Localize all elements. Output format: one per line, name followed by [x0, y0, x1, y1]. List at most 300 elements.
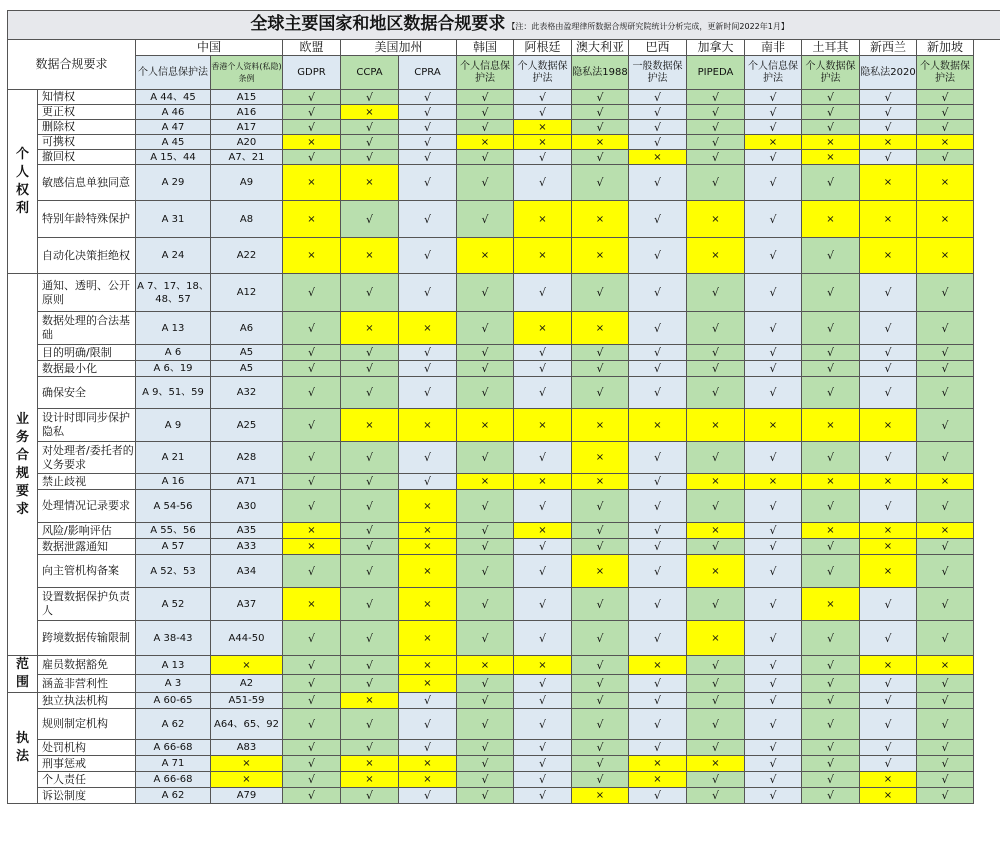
status-yes: √ — [629, 201, 687, 238]
status-yes: √ — [802, 555, 860, 588]
status-no: × — [572, 312, 629, 345]
country-header: 欧盟 — [283, 40, 341, 56]
eu-gdpr-article: A6 — [211, 312, 283, 345]
requirement-label: 处罚机构 — [38, 740, 136, 756]
status-no: × — [687, 621, 745, 656]
category-label — [8, 693, 38, 804]
china-pipl-article: A 24 — [136, 238, 211, 274]
country-header: 土耳其 — [802, 40, 860, 56]
requirement-label: 目的明确/限制 — [38, 345, 136, 361]
table-row — [8, 675, 1000, 693]
status-yes: √ — [457, 621, 514, 656]
china-pipl-article: A 6、19 — [136, 361, 211, 377]
eu-gdpr-article: A25 — [211, 409, 283, 442]
status-yes: √ — [917, 312, 974, 345]
status-yes: √ — [687, 656, 745, 675]
status-yes: √ — [629, 539, 687, 555]
status-yes: √ — [572, 756, 629, 772]
status-yes: √ — [341, 621, 399, 656]
status-no: × — [283, 238, 341, 274]
status-yes: √ — [283, 709, 341, 740]
status-no: × — [572, 788, 629, 804]
requirement-label: 撤回权 — [38, 150, 136, 165]
status-no: × — [457, 474, 514, 490]
requirement-label: 向主管机构备案 — [38, 555, 136, 588]
status-yes: √ — [917, 120, 974, 135]
requirement-label: 对处理者/委托者的义务要求 — [38, 442, 136, 474]
status-yes: √ — [283, 555, 341, 588]
status-yes: √ — [457, 150, 514, 165]
status-yes: √ — [629, 274, 687, 312]
law-header: 隐私法2020 — [860, 56, 917, 90]
status-no: × — [514, 238, 572, 274]
status-yes: √ — [745, 120, 802, 135]
eu-gdpr-article: × — [211, 772, 283, 788]
status-no: × — [917, 165, 974, 201]
status-no: × — [629, 409, 687, 442]
china-pipl-article: A 47 — [136, 120, 211, 135]
status-no: × — [629, 150, 687, 165]
status-yes: √ — [341, 656, 399, 675]
requirement-label: 数据最小化 — [38, 361, 136, 377]
country-header: 阿根廷 — [514, 40, 572, 56]
status-yes: √ — [687, 588, 745, 621]
table-row — [8, 150, 1000, 165]
status-yes: √ — [917, 555, 974, 588]
status-yes: √ — [514, 756, 572, 772]
status-yes: √ — [687, 675, 745, 693]
status-yes: √ — [629, 675, 687, 693]
status-yes: √ — [802, 90, 860, 105]
status-yes: √ — [687, 740, 745, 756]
status-yes: √ — [860, 377, 917, 409]
status-no: × — [514, 201, 572, 238]
status-yes: √ — [514, 709, 572, 740]
status-yes: √ — [399, 150, 457, 165]
status-yes: √ — [629, 693, 687, 709]
status-yes: √ — [802, 105, 860, 120]
status-no: × — [629, 656, 687, 675]
china-pipl-article: A 62 — [136, 788, 211, 804]
china-pipl-article: A 31 — [136, 201, 211, 238]
status-yes: √ — [283, 740, 341, 756]
status-no: × — [860, 201, 917, 238]
status-yes: √ — [341, 361, 399, 377]
status-yes: √ — [572, 377, 629, 409]
status-yes: √ — [629, 345, 687, 361]
status-yes: √ — [745, 693, 802, 709]
eu-gdpr-article: A9 — [211, 165, 283, 201]
status-yes: √ — [802, 345, 860, 361]
status-no: × — [687, 756, 745, 772]
status-yes: √ — [572, 588, 629, 621]
status-yes: √ — [745, 756, 802, 772]
status-no: × — [341, 312, 399, 345]
law-header: GDPR — [283, 56, 341, 90]
status-yes: √ — [687, 150, 745, 165]
status-no: × — [802, 588, 860, 621]
status-yes: √ — [572, 150, 629, 165]
table-row — [8, 274, 1000, 312]
status-no: × — [917, 474, 974, 490]
status-no: × — [283, 135, 341, 150]
table-row — [8, 656, 1000, 675]
status-no: × — [687, 201, 745, 238]
status-no: × — [860, 539, 917, 555]
status-no: × — [572, 555, 629, 588]
status-yes: √ — [341, 539, 399, 555]
country-header: 韩国 — [457, 40, 514, 56]
table-row — [8, 120, 1000, 135]
status-yes: √ — [341, 490, 399, 523]
china-pipl-article: A 71 — [136, 756, 211, 772]
status-yes: √ — [687, 361, 745, 377]
eu-gdpr-article: A17 — [211, 120, 283, 135]
status-yes: √ — [341, 555, 399, 588]
status-yes: √ — [917, 709, 974, 740]
china-pipl-article: A 7、17、18、48、57 — [136, 274, 211, 312]
status-yes: √ — [745, 788, 802, 804]
status-yes: √ — [457, 709, 514, 740]
status-yes: √ — [572, 523, 629, 539]
status-yes: √ — [283, 772, 341, 788]
china-pipl-article: A 38-43 — [136, 621, 211, 656]
status-no: × — [860, 135, 917, 150]
status-yes: √ — [457, 201, 514, 238]
status-yes: √ — [457, 588, 514, 621]
status-yes: √ — [917, 377, 974, 409]
status-yes: √ — [341, 120, 399, 135]
status-no: × — [802, 201, 860, 238]
china-pipl-article: A 52 — [136, 588, 211, 621]
status-yes: √ — [802, 772, 860, 788]
status-no: × — [399, 756, 457, 772]
law-header: 个人信息保护法 — [745, 56, 802, 90]
status-no: × — [745, 135, 802, 150]
category-label-text: 执法 — [15, 731, 29, 764]
status-yes: √ — [860, 756, 917, 772]
status-yes: √ — [399, 345, 457, 361]
table-row — [8, 490, 1000, 523]
status-yes: √ — [745, 490, 802, 523]
status-yes: √ — [283, 377, 341, 409]
china-pipl-article: A 13 — [136, 656, 211, 675]
status-no: × — [457, 656, 514, 675]
status-no: × — [399, 490, 457, 523]
status-yes: √ — [687, 105, 745, 120]
status-yes: √ — [687, 772, 745, 788]
requirement-label: 可携权 — [38, 135, 136, 150]
status-yes: √ — [341, 274, 399, 312]
china-pipl-article: A 3 — [136, 675, 211, 693]
law-header-row — [8, 56, 1000, 90]
status-no: × — [399, 621, 457, 656]
status-no: × — [341, 409, 399, 442]
requirement-label: 跨境数据传输限制 — [38, 621, 136, 656]
status-yes: √ — [860, 274, 917, 312]
status-yes: √ — [399, 201, 457, 238]
status-yes: √ — [745, 539, 802, 555]
status-yes: √ — [514, 621, 572, 656]
status-yes: √ — [860, 312, 917, 345]
status-yes: √ — [802, 120, 860, 135]
status-yes: √ — [457, 675, 514, 693]
status-yes: √ — [860, 442, 917, 474]
status-yes: √ — [457, 539, 514, 555]
table-row — [8, 238, 1000, 274]
status-yes: √ — [860, 120, 917, 135]
status-no: × — [629, 756, 687, 772]
eu-gdpr-article: A30 — [211, 490, 283, 523]
china-pipl-article: A 54-56 — [136, 490, 211, 523]
table-row — [8, 709, 1000, 740]
status-yes: √ — [341, 201, 399, 238]
status-no: × — [399, 772, 457, 788]
status-yes: √ — [687, 788, 745, 804]
eu-gdpr-article: A37 — [211, 588, 283, 621]
china-pipl-article: A 9、51、59 — [136, 377, 211, 409]
status-yes: √ — [802, 377, 860, 409]
status-no: × — [399, 523, 457, 539]
status-yes: √ — [860, 490, 917, 523]
status-yes: √ — [629, 490, 687, 523]
status-yes: √ — [341, 788, 399, 804]
status-yes: √ — [917, 361, 974, 377]
status-no: × — [745, 474, 802, 490]
status-yes: √ — [917, 105, 974, 120]
china-pipl-article: A 13 — [136, 312, 211, 345]
table-row — [8, 409, 1000, 442]
status-no: × — [399, 312, 457, 345]
table-title-note: 【注：此表格由盈理律所数据合规研究院统计分析完成，更新时间2022年1月】 — [507, 21, 789, 31]
status-no: × — [860, 474, 917, 490]
status-yes: √ — [745, 238, 802, 274]
status-yes: √ — [917, 621, 974, 656]
requirement-label: 雇员数据豁免 — [38, 656, 136, 675]
status-yes: √ — [860, 588, 917, 621]
status-yes: √ — [341, 474, 399, 490]
status-yes: √ — [745, 165, 802, 201]
eu-gdpr-article: A12 — [211, 274, 283, 312]
status-no: × — [341, 693, 399, 709]
status-yes: √ — [283, 274, 341, 312]
eu-gdpr-article: A51-59 — [211, 693, 283, 709]
china-pipl-article: A 45 — [136, 135, 211, 150]
china-pipl-article: A 6 — [136, 345, 211, 361]
status-yes: √ — [917, 274, 974, 312]
table-row — [8, 693, 1000, 709]
status-no: × — [514, 135, 572, 150]
china-pipl-article: A 62 — [136, 709, 211, 740]
status-yes: √ — [687, 120, 745, 135]
eu-gdpr-article: A7、21 — [211, 150, 283, 165]
status-yes: √ — [399, 274, 457, 312]
status-yes: √ — [917, 490, 974, 523]
status-yes: √ — [514, 693, 572, 709]
compliance-table-wrapper — [7, 10, 993, 839]
status-no: × — [917, 656, 974, 675]
status-yes: √ — [457, 345, 514, 361]
status-yes: √ — [572, 675, 629, 693]
status-yes: √ — [341, 345, 399, 361]
status-yes: √ — [802, 238, 860, 274]
eu-gdpr-article: A5 — [211, 361, 283, 377]
requirement-label: 处理情况记录要求 — [38, 490, 136, 523]
requirement-label: 风险/影响评估 — [38, 523, 136, 539]
status-yes: √ — [341, 442, 399, 474]
category-label-text: 范围 — [15, 657, 29, 690]
table-row — [8, 772, 1000, 788]
title-row — [8, 11, 1000, 40]
status-yes: √ — [917, 756, 974, 772]
status-yes: √ — [399, 90, 457, 105]
status-yes: √ — [802, 788, 860, 804]
status-yes: √ — [283, 656, 341, 675]
status-yes: √ — [745, 345, 802, 361]
status-yes: √ — [457, 693, 514, 709]
status-yes: √ — [457, 377, 514, 409]
status-yes: √ — [283, 312, 341, 345]
china-pipl-article: A 66-68 — [136, 772, 211, 788]
table-row — [8, 740, 1000, 756]
country-header: 美国加州 — [341, 40, 457, 56]
status-yes: √ — [572, 740, 629, 756]
status-no: × — [399, 409, 457, 442]
status-yes: √ — [399, 377, 457, 409]
requirement-label: 更正权 — [38, 105, 136, 120]
status-yes: √ — [399, 474, 457, 490]
status-yes: √ — [283, 361, 341, 377]
status-yes: √ — [860, 621, 917, 656]
status-yes: √ — [629, 788, 687, 804]
status-no: × — [860, 238, 917, 274]
requirement-label: 通知、透明、公开原则 — [38, 274, 136, 312]
requirement-label: 规则制定机构 — [38, 709, 136, 740]
country-header: 新加坡 — [917, 40, 974, 56]
requirement-label: 设计时即同步保护隐私 — [38, 409, 136, 442]
status-yes: √ — [629, 120, 687, 135]
eu-gdpr-article: × — [211, 756, 283, 772]
status-no: × — [514, 474, 572, 490]
status-yes: √ — [399, 442, 457, 474]
status-yes: √ — [917, 345, 974, 361]
table-row — [8, 377, 1000, 409]
china-pipl-article: A 52、53 — [136, 555, 211, 588]
status-yes: √ — [283, 490, 341, 523]
status-yes: √ — [860, 90, 917, 105]
table-row — [8, 312, 1000, 345]
status-no: × — [687, 555, 745, 588]
status-no: × — [917, 238, 974, 274]
eu-gdpr-article: × — [211, 656, 283, 675]
status-yes: √ — [457, 274, 514, 312]
country-header: 南非 — [745, 40, 802, 56]
status-yes: √ — [572, 120, 629, 135]
eu-gdpr-article: A16 — [211, 105, 283, 120]
status-yes: √ — [514, 772, 572, 788]
status-no: × — [399, 588, 457, 621]
requirement-label: 设置数据保护负责人 — [38, 588, 136, 621]
requirement-label: 数据处理的合法基础 — [38, 312, 136, 345]
table-row — [8, 90, 1000, 105]
status-yes: √ — [457, 105, 514, 120]
status-yes: √ — [629, 238, 687, 274]
status-yes: √ — [341, 740, 399, 756]
status-no: × — [572, 201, 629, 238]
status-yes: √ — [457, 740, 514, 756]
country-header: 巴西 — [629, 40, 687, 56]
table-row — [8, 588, 1000, 621]
status-no: × — [514, 409, 572, 442]
category-label — [8, 274, 38, 656]
status-yes: √ — [514, 361, 572, 377]
eu-gdpr-article: A2 — [211, 675, 283, 693]
china-pipl-article: A 29 — [136, 165, 211, 201]
table-row — [8, 523, 1000, 539]
status-no: × — [399, 555, 457, 588]
status-yes: √ — [687, 165, 745, 201]
status-yes: √ — [572, 345, 629, 361]
status-yes: √ — [572, 621, 629, 656]
china-pipl-article: A 9 — [136, 409, 211, 442]
status-yes: √ — [745, 621, 802, 656]
china-pipl-article: A 60-65 — [136, 693, 211, 709]
status-yes: √ — [745, 105, 802, 120]
status-yes: √ — [572, 656, 629, 675]
status-yes: √ — [860, 105, 917, 120]
status-yes: √ — [629, 90, 687, 105]
status-yes: √ — [745, 377, 802, 409]
status-yes: √ — [802, 539, 860, 555]
requirement-label: 数据泄露通知 — [38, 539, 136, 555]
status-yes: √ — [802, 709, 860, 740]
status-yes: √ — [802, 312, 860, 345]
table-title — [8, 11, 1000, 40]
status-yes: √ — [572, 539, 629, 555]
status-yes: √ — [687, 90, 745, 105]
eu-gdpr-article: A28 — [211, 442, 283, 474]
status-yes: √ — [629, 709, 687, 740]
status-yes: √ — [629, 588, 687, 621]
status-yes: √ — [860, 361, 917, 377]
status-yes: √ — [629, 361, 687, 377]
table-row — [8, 165, 1000, 201]
status-yes: √ — [399, 135, 457, 150]
status-yes: √ — [283, 105, 341, 120]
status-no: × — [341, 756, 399, 772]
status-yes: √ — [745, 772, 802, 788]
status-yes: √ — [572, 709, 629, 740]
status-yes: √ — [917, 675, 974, 693]
law-header: 个人数据保护法 — [514, 56, 572, 90]
status-no: × — [860, 409, 917, 442]
status-yes: √ — [745, 201, 802, 238]
requirement-label: 诉讼制度 — [38, 788, 136, 804]
eu-gdpr-article: A8 — [211, 201, 283, 238]
status-no: × — [514, 312, 572, 345]
status-yes: √ — [457, 490, 514, 523]
status-yes: √ — [457, 361, 514, 377]
table-row — [8, 788, 1000, 804]
status-yes: √ — [514, 165, 572, 201]
status-yes: √ — [399, 361, 457, 377]
status-no: × — [860, 555, 917, 588]
status-no: × — [399, 656, 457, 675]
category-label-text: 个人权利 — [15, 146, 29, 216]
status-yes: √ — [457, 523, 514, 539]
status-no: × — [514, 656, 572, 675]
status-no: × — [687, 409, 745, 442]
